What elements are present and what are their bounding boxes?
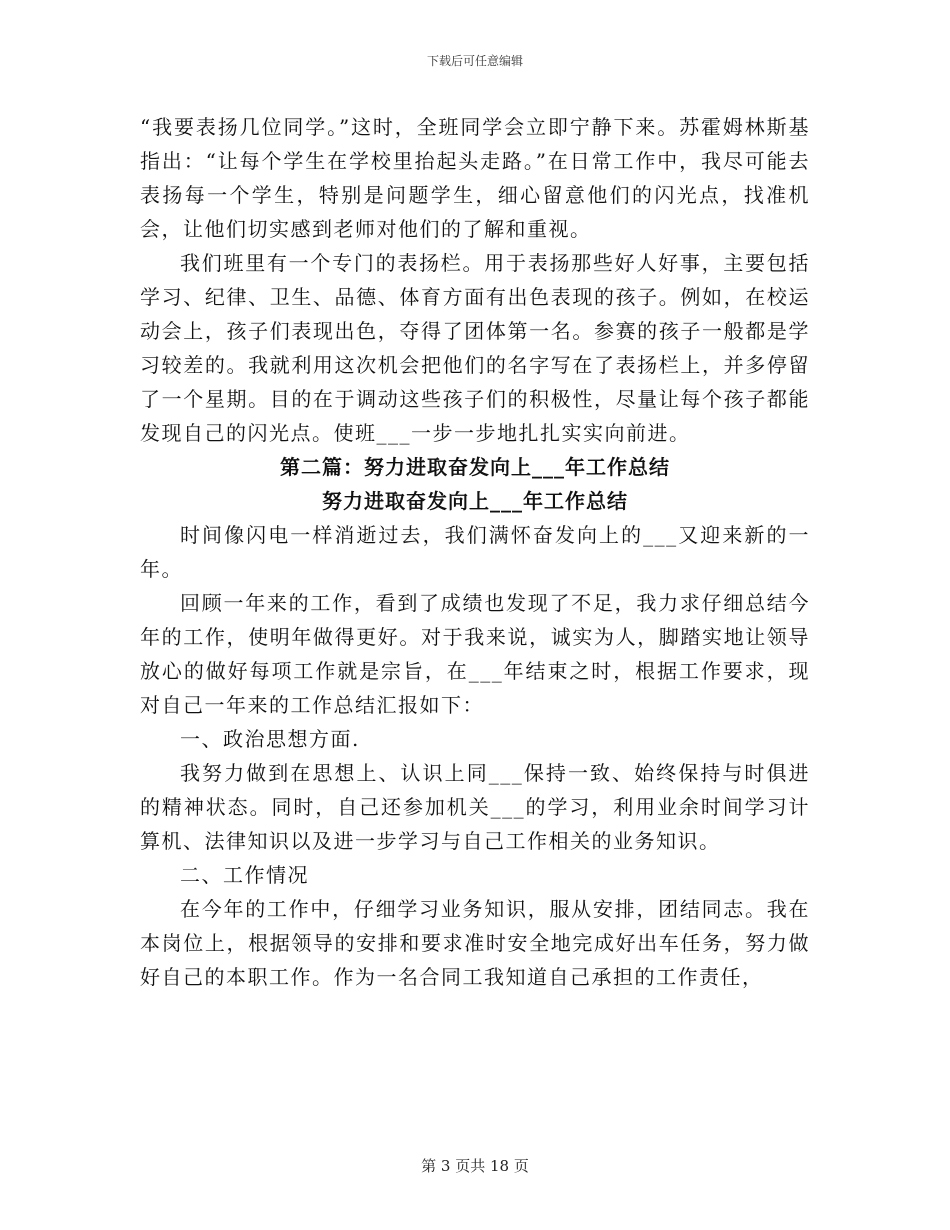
section-title: 第二篇：努力进取奋发向上___年工作总结 [280,455,670,479]
heading-political-thought: 一、政治思想方面. [180,727,360,751]
document-body [140,110,810,994]
heading-work-situation: 二、工作情况 [180,863,309,887]
paragraph-political-thought: 我努力做到在思想上、认识上同___保持一致、始终保持与时俱进的精神状态。同时，自己还参加机关___的学习，利用业余时间学习计算机、法律知识以及进一步学习与自己工作相关的业务知识。 [140,761,810,853]
paragraph-praise-board: 我们班里有一个专门的表扬栏。用于表扬那些好人好事，主要包括学习、纪律、卫生、品德、体育方面有出色表现的孩子。例如，在校运动会上，孩子们表现出色，夺得了团体第一名。参赛的孩子一般都是学习较差的。我就利用这次机会把他们的名字写在了表扬栏上，并多停留了一个星期。目的在于调动这些孩子们的积极性，尽量让每个孩子都能发现自己的闪光点。使班___一步一步地扎扎实实向前进。 [140,251,810,445]
page-footer: 第 3 页共 18 页 [421,1157,529,1175]
paragraph-review: 回顾一年来的工作，看到了成绩也发现了不足，我力求仔细总结今年的工作，使明年做得更好。对于我来说，诚实为人，脚踏实地让领导放心的做好每项工作就是宗旨，在___年结束之时，根据工作要求，现对自己一年来的工作总结汇报如下： [140,591,810,717]
paragraph-intro: 时间像闪电一样消逝过去，我们满怀奋发向上的___又迎来新的一年。 [140,523,810,581]
paragraph-praise-students: “我要表扬几位同学。”这时，全班同学会立即宁静下来。苏霍姆林斯基指出：“让每个学生在学校里抬起头走路。”在日常工作中，我尽可能去表扬每一个学生，特别是问题学生，细心留意他们的闪光点，找准机会，让他们切实感到老师对他们的了解和重视。 [140,115,810,241]
document-subtitle: 努力进取奋发向上___年工作总结 [322,489,628,513]
paragraph-work-situation: 在今年的工作中，仔细学习业务知识，服从安排，团结同志。我在本岗位上，根据领导的安排和要求准时安全地完成好出车任务，努力做好自己的本职工作。作为一名合同工我知道自己承担的工作责任， [140,897,810,989]
page-header: 下载后可任意编辑 [426,54,523,68]
